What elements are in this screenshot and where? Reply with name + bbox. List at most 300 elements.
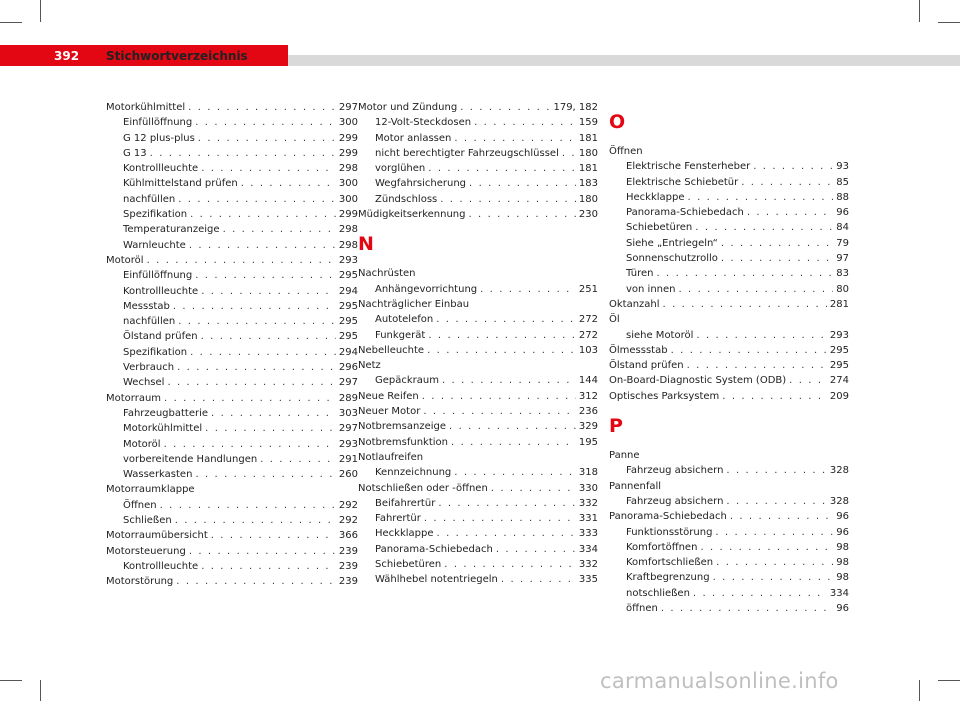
index-subentry xyxy=(358,312,598,327)
dot-leader xyxy=(454,131,576,146)
entry-term: Kontrollleuchte xyxy=(123,560,199,572)
entry-term: Öl xyxy=(609,314,620,326)
index-subentry xyxy=(106,498,358,513)
dot-leader xyxy=(726,494,827,509)
index-entry xyxy=(106,574,358,589)
page-reference: 299 xyxy=(338,132,358,144)
entry-term: Wechsel xyxy=(123,377,165,389)
index-subentry xyxy=(609,251,849,266)
page-reference: 239 xyxy=(338,576,358,588)
dot-leader xyxy=(451,435,576,450)
index-subentry xyxy=(106,329,358,344)
dot-leader xyxy=(428,328,576,343)
page-number: 392 xyxy=(54,48,84,65)
page-reference: 260 xyxy=(338,469,358,481)
watermark: carmanualsonline.info xyxy=(600,669,839,693)
dot-leader xyxy=(198,131,336,146)
dot-leader xyxy=(164,437,336,452)
index-entry xyxy=(106,544,358,559)
index-subentry xyxy=(106,268,358,283)
entry-term: Motorkühlmittel xyxy=(106,102,186,113)
entry-term: Pannenfall xyxy=(609,480,662,492)
page-reference: 239 xyxy=(338,545,358,557)
index-subentry xyxy=(106,314,358,329)
index-entry xyxy=(106,528,358,543)
entry-term: G 12 plus-plus xyxy=(123,132,195,144)
page-reference: 281 xyxy=(829,298,849,310)
entry-term: Nebelleuchte xyxy=(358,344,425,356)
index-subentry xyxy=(609,159,849,174)
dot-leader xyxy=(211,528,336,543)
index-entry xyxy=(358,100,598,115)
index-entry xyxy=(609,389,849,404)
page-reference: 292 xyxy=(338,515,358,527)
entry-term: Motoröl xyxy=(123,438,161,450)
dot-leader xyxy=(150,146,336,161)
page-reference: 195 xyxy=(578,436,598,448)
page-reference: 96 xyxy=(836,603,849,615)
page-reference: 312 xyxy=(578,390,598,402)
dot-leader xyxy=(160,498,336,513)
index-subentry xyxy=(609,494,849,509)
index-entry xyxy=(609,373,849,388)
page-reference: 96 xyxy=(836,511,849,523)
dot-leader xyxy=(178,314,336,329)
page-reference: 274 xyxy=(829,375,849,387)
entry-term: Beifahrertür xyxy=(375,497,436,509)
entry-term: G 13 xyxy=(123,147,147,159)
index-subentry xyxy=(609,220,849,235)
page-reference: 335 xyxy=(578,574,598,586)
page-reference: 299 xyxy=(338,147,358,159)
page-reference: 332 xyxy=(578,559,598,571)
dot-leader xyxy=(205,421,336,436)
entry-term: Müdigkeitserkennung xyxy=(358,209,466,221)
dot-leader xyxy=(562,146,576,161)
index-entry xyxy=(358,297,598,312)
entry-term: Öffnen xyxy=(609,146,643,157)
entry-term: vorbereitende Handlungen xyxy=(123,453,258,465)
dot-leader xyxy=(454,465,576,480)
page-reference: 183 xyxy=(578,178,598,190)
index-subentry xyxy=(609,205,849,220)
dot-leader xyxy=(469,176,576,191)
page-reference: 334 xyxy=(578,543,598,555)
dot-leader xyxy=(713,570,834,585)
entry-term: Kontrollleuchte xyxy=(123,163,199,175)
entry-term: Wasserkasten xyxy=(123,469,193,481)
dot-leader xyxy=(201,559,336,574)
index-subentry xyxy=(358,161,598,176)
page-reference: 96 xyxy=(836,526,849,538)
page-reference: 181 xyxy=(578,163,598,175)
crop-mark xyxy=(919,0,920,22)
index-subentry xyxy=(609,328,849,343)
page-reference: 96 xyxy=(836,207,849,219)
page-reference: 295 xyxy=(829,344,849,356)
index-entry xyxy=(358,419,598,434)
crop-mark xyxy=(40,0,41,22)
entry-term: Notlaufreifen xyxy=(358,451,424,463)
index-column-1 xyxy=(106,100,358,590)
dot-leader xyxy=(671,343,827,358)
dot-leader xyxy=(721,236,833,251)
index-subentry xyxy=(106,345,358,360)
entry-term: Komfortöffnen xyxy=(626,541,698,553)
entry-term: Motorstörung xyxy=(106,576,174,588)
page-reference: 329 xyxy=(578,421,598,433)
index-subentry xyxy=(358,282,598,297)
page-reference: 236 xyxy=(578,406,598,418)
index-subentry xyxy=(609,236,849,251)
index-subentry xyxy=(106,360,358,375)
entry-term: Nachrüsten xyxy=(358,268,416,280)
dot-leader xyxy=(188,100,336,115)
entry-term: Anhängevorrichtung xyxy=(375,283,478,295)
index-subentry xyxy=(358,496,598,511)
dot-leader xyxy=(201,329,336,344)
page-reference: 328 xyxy=(829,465,849,477)
entry-term: Panne xyxy=(609,450,640,462)
entry-term: Neue Reifen xyxy=(358,390,419,402)
index-subentry xyxy=(609,601,849,616)
entry-term: Ölstand prüfen xyxy=(609,360,684,372)
index-column-2 xyxy=(358,100,598,588)
index-subentry xyxy=(358,557,598,572)
index-subentry xyxy=(106,146,358,161)
page-reference: 144 xyxy=(578,375,598,387)
index-entry xyxy=(609,144,849,159)
page-reference: 334 xyxy=(829,587,849,599)
dot-leader xyxy=(147,253,336,268)
entry-term: Panorama-Schiebedach xyxy=(375,543,493,555)
dot-leader xyxy=(496,542,576,557)
index-subentry xyxy=(106,176,358,191)
index-entry xyxy=(609,509,849,524)
index-subentry xyxy=(609,463,849,478)
index-subentry xyxy=(358,373,598,388)
entry-term: Panorama-Schiebedach xyxy=(626,207,744,219)
crop-mark xyxy=(938,680,960,681)
dot-leader xyxy=(189,238,336,253)
dot-leader xyxy=(730,509,833,524)
dot-leader xyxy=(693,586,827,601)
index-subentry xyxy=(106,115,358,130)
page-reference: 328 xyxy=(829,495,849,507)
dot-leader xyxy=(241,176,336,191)
index-subentry xyxy=(106,513,358,528)
page-reference: 85 xyxy=(836,176,849,188)
entry-term: Motorkühlmittel xyxy=(123,423,203,435)
index-entry xyxy=(609,312,849,327)
dot-leader xyxy=(753,159,833,174)
entry-term: Temperaturanzeige xyxy=(123,224,220,236)
entry-term: notschließen xyxy=(626,587,690,599)
page-reference: 297 xyxy=(338,102,358,113)
index-subentry xyxy=(358,176,598,191)
entry-term: Schiebetüren xyxy=(626,222,693,234)
entry-term: vorglühen xyxy=(375,163,426,175)
page-reference: 209 xyxy=(829,390,849,402)
index-entry xyxy=(609,343,849,358)
index-subentry xyxy=(106,222,358,237)
page-reference: 97 xyxy=(836,253,849,265)
page-reference: 180 xyxy=(578,147,598,159)
entry-term: Notbremsanzeige xyxy=(358,421,447,433)
dot-leader xyxy=(440,192,576,207)
dot-leader xyxy=(663,297,827,312)
dot-leader xyxy=(167,375,335,390)
dot-leader xyxy=(491,481,576,496)
crop-mark xyxy=(919,680,920,701)
index-entry xyxy=(358,435,598,450)
page-reference: 98 xyxy=(836,557,849,569)
dot-leader xyxy=(695,220,833,235)
dot-leader xyxy=(427,343,576,358)
page-reference: 272 xyxy=(578,314,598,326)
dot-leader xyxy=(442,373,576,388)
page-reference: 88 xyxy=(836,191,849,203)
index-subentry xyxy=(358,328,598,343)
dot-leader xyxy=(164,391,336,406)
page-reference: 294 xyxy=(338,346,358,358)
dot-leader xyxy=(501,572,576,587)
entry-term: öffnen xyxy=(626,603,658,615)
page-reference: 159 xyxy=(578,117,598,129)
index-entry xyxy=(106,100,358,115)
dot-leader xyxy=(428,161,576,176)
index-entry xyxy=(609,448,849,463)
index-subentry xyxy=(106,559,358,574)
entry-term: Nachträglicher Einbau xyxy=(358,298,470,310)
dot-leader xyxy=(688,190,834,205)
entry-term: Oktanzahl xyxy=(609,298,660,310)
section-letter: O xyxy=(609,111,626,133)
index-entry xyxy=(358,389,598,404)
page-reference: 294 xyxy=(338,285,358,297)
page-reference: 293 xyxy=(829,329,849,341)
index-entry xyxy=(358,207,598,222)
entry-term: Gepäckraum xyxy=(375,375,439,387)
dot-leader xyxy=(201,161,336,176)
index-entry xyxy=(106,253,358,268)
dot-leader xyxy=(173,299,336,314)
entry-term: Panorama-Schiebedach xyxy=(609,511,727,523)
page-reference: 230 xyxy=(578,209,598,221)
index-entry xyxy=(106,482,358,497)
page-reference: 296 xyxy=(338,362,358,374)
index-subentry xyxy=(358,572,598,587)
index-subentry xyxy=(106,284,358,299)
entry-term: Schließen xyxy=(123,515,172,527)
index-subentry xyxy=(609,555,849,570)
entry-term: Warnleuchte xyxy=(123,239,186,251)
entry-term: Netz xyxy=(358,360,381,372)
page-reference: 103 xyxy=(578,344,598,356)
entry-term: Motoröl xyxy=(106,254,144,266)
page-reference: 295 xyxy=(338,331,358,343)
index-subentry xyxy=(106,437,358,452)
entry-term: Optisches Parksystem xyxy=(609,390,720,402)
page-reference: 300 xyxy=(338,178,358,190)
crop-mark xyxy=(938,22,960,23)
entry-term: von innen xyxy=(626,283,676,295)
dot-leader xyxy=(195,268,336,283)
dot-leader xyxy=(423,404,576,419)
page-reference: 300 xyxy=(338,193,358,205)
page-reference: 98 xyxy=(836,572,849,584)
dot-leader xyxy=(449,419,576,434)
entry-term: Sonnenschutzrollo xyxy=(626,253,718,265)
page-reference: 272 xyxy=(578,329,598,341)
entry-term: Notschließen oder -öffnen xyxy=(358,482,488,494)
page-reference: 295 xyxy=(338,316,358,328)
entry-term: Einfüllöffnung xyxy=(123,270,193,282)
page-reference: 83 xyxy=(836,268,849,280)
index-subentry xyxy=(609,540,849,555)
page-reference: 295 xyxy=(338,270,358,282)
dot-leader xyxy=(176,574,336,589)
index-subentry xyxy=(106,192,358,207)
entry-term: On-Board-Diagnostic System (ODB) xyxy=(609,375,787,387)
dot-leader xyxy=(747,205,833,220)
page-reference: 298 xyxy=(338,239,358,251)
dot-leader xyxy=(474,115,576,130)
page-reference: 333 xyxy=(578,528,598,540)
page-reference: 84 xyxy=(836,222,849,234)
index-entry xyxy=(609,358,849,373)
entry-term: nachfüllen xyxy=(123,316,176,328)
dot-leader xyxy=(700,540,833,555)
index-subentry xyxy=(106,421,358,436)
index-subentry xyxy=(106,161,358,176)
page-reference: 239 xyxy=(338,560,358,572)
dot-leader xyxy=(201,284,336,299)
entry-term: Siehe „Entriegeln“ xyxy=(626,237,718,249)
index-subentry xyxy=(609,266,849,281)
entry-term: Wählhebel notentriegeln xyxy=(375,574,498,586)
index-subentry xyxy=(106,467,358,482)
entry-term: nachfüllen xyxy=(123,193,176,205)
entry-term: Kühlmittelstand prüfen xyxy=(123,178,238,190)
index-subentry xyxy=(358,511,598,526)
entry-term: Einfüllöffnung xyxy=(123,117,193,129)
entry-term: siehe Motoröl xyxy=(626,329,694,341)
dot-leader xyxy=(722,389,827,404)
entry-term: nicht berechtigter Fahrzeugschlüssel xyxy=(375,147,559,159)
page-reference: 179, 182 xyxy=(553,102,598,113)
entry-term: Heckklappe xyxy=(626,191,685,203)
index-subentry xyxy=(106,375,358,390)
index-subentry xyxy=(358,526,598,541)
dot-leader xyxy=(190,345,336,360)
dot-leader xyxy=(438,496,576,511)
page-reference: 298 xyxy=(338,163,358,175)
page-reference: 180 xyxy=(578,193,598,205)
page-reference: 295 xyxy=(338,300,358,312)
dot-leader xyxy=(190,207,336,222)
page-reference: 298 xyxy=(338,224,358,236)
entry-term: Kennzeichnung xyxy=(375,467,452,479)
page-reference: 291 xyxy=(338,453,358,465)
index-subentry xyxy=(609,525,849,540)
page-reference: 303 xyxy=(338,407,358,419)
entry-term: Komfortschließen xyxy=(626,557,714,569)
section-letter: P xyxy=(609,415,623,438)
entry-term: Schiebetüren xyxy=(375,559,442,571)
index-subentry xyxy=(358,115,598,130)
entry-term: Spezifikation xyxy=(123,346,188,358)
dot-leader xyxy=(726,463,827,478)
index-subentry xyxy=(358,542,598,557)
index-subentry xyxy=(106,406,358,421)
index-subentry xyxy=(609,282,849,297)
entry-term: Ölstand prüfen xyxy=(123,331,198,343)
dot-leader xyxy=(422,389,576,404)
page-reference: 293 xyxy=(338,254,358,266)
section-letter: N xyxy=(358,233,374,256)
entry-term: Fahrzeugbatterie xyxy=(123,407,209,419)
index-subentry xyxy=(358,465,598,480)
index-entry xyxy=(358,481,598,496)
dot-leader xyxy=(436,312,576,327)
index-entry xyxy=(358,404,598,419)
entry-term: Türen xyxy=(626,268,654,280)
index-subentry xyxy=(106,131,358,146)
page-reference: 93 xyxy=(836,161,849,173)
page-reference: 300 xyxy=(338,117,358,129)
dot-leader xyxy=(789,373,827,388)
page-reference: 80 xyxy=(836,283,849,295)
index-subentry xyxy=(609,175,849,190)
entry-term: Kraftbegrenzung xyxy=(626,572,710,584)
entry-term: Messstab xyxy=(123,300,170,312)
index-entry xyxy=(609,479,849,494)
page-reference: 318 xyxy=(578,467,598,479)
index-subentry xyxy=(609,586,849,601)
page-reference: 331 xyxy=(578,513,598,525)
entry-term: Motorraum xyxy=(106,392,162,404)
index-entry xyxy=(358,343,598,358)
entry-term: Fahrzeug absichern xyxy=(626,495,724,507)
entry-term: Motorraumklappe xyxy=(106,484,195,496)
dot-leader xyxy=(178,192,336,207)
page-reference: 332 xyxy=(578,497,598,509)
entry-term: Elektrische Fensterheber xyxy=(626,161,751,173)
index-subentry xyxy=(609,190,849,205)
entry-term: Fahrzeug absichern xyxy=(626,465,724,477)
entry-term: Motor und Zündung xyxy=(358,102,458,113)
dot-leader xyxy=(716,555,833,570)
index-subentry xyxy=(358,146,598,161)
entry-term: Zündschloss xyxy=(375,193,438,205)
dot-leader xyxy=(175,513,336,528)
dot-leader xyxy=(741,175,833,190)
dot-leader xyxy=(721,251,833,266)
dot-leader xyxy=(679,282,834,297)
page-reference: 181 xyxy=(578,132,598,144)
dot-leader xyxy=(195,115,336,130)
index-entry xyxy=(609,297,849,312)
page-reference: 299 xyxy=(338,209,358,221)
page-reference: 289 xyxy=(338,392,358,404)
entry-term: Motorsteuerung xyxy=(106,545,186,557)
entry-term: Neuer Motor xyxy=(358,406,421,418)
page-reference: 297 xyxy=(338,423,358,435)
page-reference: 295 xyxy=(829,360,849,372)
dot-leader xyxy=(715,525,833,540)
dot-leader xyxy=(437,526,576,541)
